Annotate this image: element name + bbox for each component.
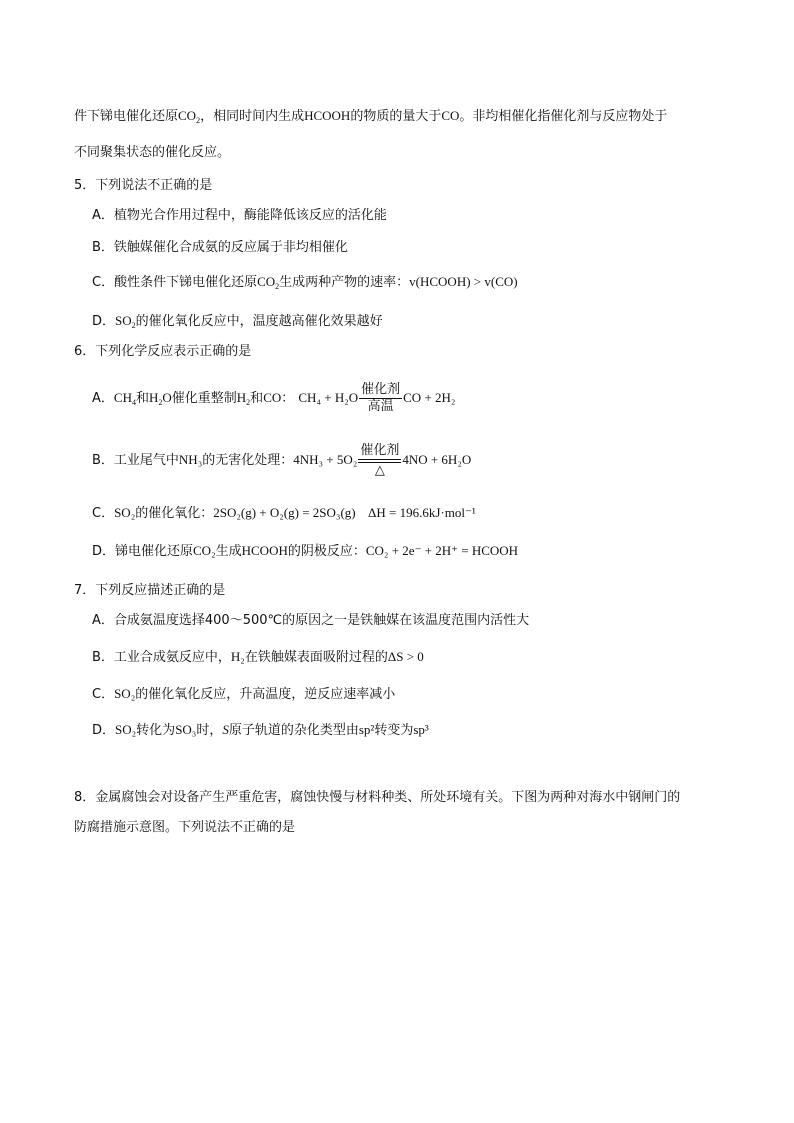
option-text: 原子轨道的杂化类型由 (228, 723, 359, 738)
equation-lhs: 4NH₃ + 5O₂ (293, 452, 358, 467)
intro-line-1 (74, 106, 667, 131)
q6-option-a (92, 372, 455, 424)
formula-nh3: NH₃ (178, 452, 203, 467)
reaction-arrow (358, 443, 401, 479)
option-text: C．酸性条件下锑电催化还原 (92, 275, 258, 290)
option-text: 转化为 (136, 723, 176, 738)
option-text: 的催化氧化反应，升高温度，逆反应速率减小 (135, 687, 396, 702)
option-label: D． (92, 723, 116, 738)
option-text: B．工业尾气中 (92, 453, 179, 468)
q6-option-b (92, 434, 471, 486)
q5-option-a: A．植物光合作用过程中，酶能降低该反应的活化能 (92, 208, 387, 223)
option-text: 的催化氧化： (135, 506, 214, 521)
reaction-condition: 催化剂 (360, 442, 400, 458)
formula-co2: $CO_2$ (257, 274, 280, 291)
option-text: 转变为 (374, 723, 414, 738)
hybrid-sp2: sp² (358, 722, 375, 737)
intro-text: 件下锑电催化还原 (74, 109, 179, 124)
formula-h2: $H_2$ (236, 390, 251, 407)
q5-option-d (92, 311, 383, 336)
formula-ch4: $CH_4$ (113, 390, 136, 407)
option-text: 时， (196, 723, 223, 738)
equation: CO₂ + 2e⁻ + 2H⁺ = HCOOH (365, 543, 519, 558)
q5-stem: 5．下列说法不正确的是 (74, 178, 213, 193)
option-text: 生成 (215, 544, 242, 559)
q7-option-b (92, 647, 424, 668)
intro-line-2: 不同聚集状态的催化反应。 (74, 145, 231, 160)
formula-h2o: $H_2O$ (148, 390, 172, 407)
subscript: 2 (196, 116, 201, 125)
option-text: 和 (250, 391, 264, 406)
q6-stem: 6．下列化学反应表示正确的是 (74, 344, 252, 359)
reaction-condition: 催化剂 (361, 382, 401, 397)
formula-so2: SO₂ (115, 722, 137, 737)
q7-option-d (92, 720, 429, 741)
formula-hcooh: HCOOH (304, 108, 351, 123)
option-text: B．工业合成氨反应中， (92, 650, 231, 665)
option-label: C． (92, 506, 115, 521)
q7-option-c (92, 684, 395, 705)
option-text: 催化重整制 (171, 391, 237, 406)
formula-so3: SO₃ (175, 722, 197, 737)
equation-rhs: 4NO + 6H₂O (402, 452, 472, 467)
formula-co2: CO₂ (193, 543, 216, 558)
option-text: D．锑电催化还原 (92, 544, 194, 559)
reaction-arrow (359, 382, 402, 415)
q8-stem-line-2: 防腐措施示意图。下列说法不正确的是 (74, 820, 296, 835)
option-text: 的阴极反应： (287, 544, 366, 559)
option-text: 的无害化处理： (202, 453, 294, 468)
equation-lhs: CH₄ + H₂O (298, 390, 359, 405)
formula-co: CO： (263, 390, 295, 405)
intro-text: 的物质的量大于 (350, 109, 442, 124)
enthalpy: ΔH = 196.6kJ·mol⁻¹ (368, 505, 476, 520)
equation-rhs: CO + 2H₂ (403, 390, 456, 405)
option-label: C． (92, 687, 115, 702)
option-text: 和 (135, 391, 149, 406)
formula-so2: SO (115, 313, 132, 328)
formula-h2: H₂ (230, 649, 245, 664)
q5-option-c (92, 272, 518, 297)
q7-option-a: A．合成氨温度选择400～500℃的原因之一是铁触媒在该温度范围内活性大 (92, 613, 530, 628)
q6-option-c (92, 503, 476, 524)
atom-s: S (222, 722, 229, 737)
q7-stem: 7．下列反应描述正确的是 (74, 583, 226, 598)
reaction-condition: △ (374, 462, 385, 478)
option-label: A． (92, 391, 114, 406)
reaction-condition: 高温 (367, 399, 394, 414)
formula-co: CO (441, 108, 460, 123)
option-text: 生成两种产物的速率： (279, 275, 410, 290)
intro-text: 。非均相催化指催化剂与反应物处于 (459, 109, 668, 124)
formula-co2: CO (178, 108, 197, 123)
hybrid-sp3: sp³ (413, 722, 429, 737)
q8-stem-line-1: 8．金属腐蚀会对设备产生严重危害，腐蚀快慢与材料种类、所处环境有关。下图为两种对海水中钢闸门的 (74, 790, 681, 805)
formula-rate: v(HCOOH) > v(CO) (409, 274, 518, 289)
intro-text: ，相同时间内生成 (200, 109, 305, 124)
option-text: 的催化氧化反应中，温度越高催化效果越好 (135, 314, 383, 329)
q5-option-b: B．铁触媒催化合成氨的反应属于非均相催化 (92, 240, 348, 255)
formula-hcooh: HCOOH (241, 543, 288, 558)
option-label: D． (92, 314, 116, 329)
q6-option-d (92, 541, 518, 562)
entropy: ΔS > 0 (387, 649, 424, 664)
formula-so2: SO₂ (114, 505, 136, 520)
option-text: 在铁触媒表面吸附过程的 (244, 650, 388, 665)
equation: 2SO₂(g) + O₂(g) = 2SO₃(g) (213, 505, 356, 520)
formula-so2: SO₂ (114, 686, 136, 701)
subscript: 2 (131, 321, 136, 330)
